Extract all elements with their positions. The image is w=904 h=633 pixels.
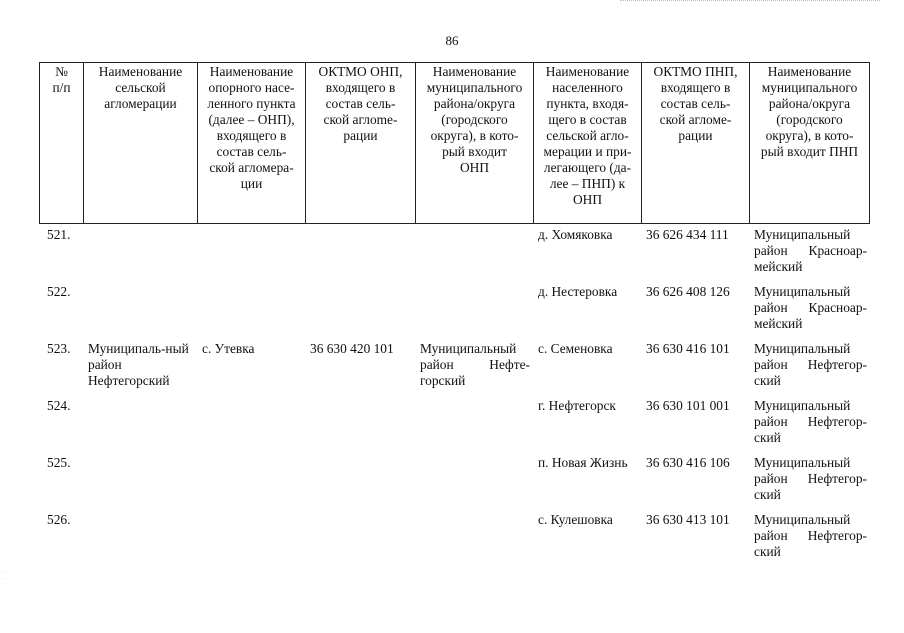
pnp-name-cell: п. Новая Жизнь (538, 455, 628, 470)
row-number: 525. (47, 455, 71, 470)
agglomeration-table (39, 62, 870, 566)
header-onp-oktmo: ОКТМО ОНП, входящего в состав сель- ской аглome- рации (305, 62, 415, 224)
onp-oktmo-cell (305, 395, 415, 452)
onp-oktmo-cell (305, 281, 415, 338)
pnp-oktmo-cell: 36 630 416 101 (646, 341, 730, 356)
onp-name-cell (197, 452, 305, 509)
agglomeration-cell (83, 509, 197, 566)
pnp-oktmo-cell: 36 626 434 111 (646, 227, 729, 242)
row-number: 522. (47, 284, 71, 299)
onp-oktmo-cell (305, 224, 415, 281)
pnp-district-cell: Муниципальный район Нефтегор-ский (754, 398, 867, 445)
pnp-district-cell: Муниципальный район Нефтегор-ский (754, 455, 867, 502)
header-onp-district: Наименование муниципального района/округа (городского округа), в кото- рый входит ОНП (415, 62, 533, 224)
onp-name-cell (197, 281, 305, 338)
row-number: 521. (47, 227, 71, 242)
onp-oktmo-cell (305, 509, 415, 566)
onp-district-cell (415, 395, 533, 452)
pnp-oktmo-cell: 36 630 101 001 (646, 398, 730, 413)
agglomeration-cell (83, 281, 197, 338)
agglomeration-cell (83, 452, 197, 509)
pnp-name-cell: д. Нестеровка (538, 284, 618, 299)
pnp-name-cell: с. Семеновка (538, 341, 613, 356)
pnp-oktmo-cell: 36 626 408 126 (646, 284, 730, 299)
pnp-district-cell: Муниципальный район Нефтегор-ский (754, 341, 867, 388)
onp-district-cell (415, 452, 533, 509)
pnp-name-cell: с. Кулешовка (538, 512, 613, 527)
onp-name-cell (197, 509, 305, 566)
agglomeration-cell (83, 224, 197, 281)
agglomeration-cell (83, 395, 197, 452)
onp-name-cell (197, 224, 305, 281)
pnp-name-cell: г. Нефтегорск (538, 398, 616, 413)
row-number: 526. (47, 512, 71, 527)
onp-district-cell: Муниципальный район Нефте-горский (420, 341, 530, 388)
header-onp-name: Наименование опорного насе- ленного пункта (далее – ОНП), входящего в состав сель- ской агломера- ции (197, 62, 305, 224)
onp-district-cell (415, 224, 533, 281)
pnp-district-cell: Муниципальный район Красноар-мейский (754, 227, 867, 274)
header-pnp-oktmo: ОКТМО ПНП, входящего в состав сель- ской агломе- рации (641, 62, 749, 224)
pnp-name-cell: д. Хомяковка (538, 227, 613, 242)
pnp-oktmo-cell: 36 630 413 101 (646, 512, 730, 527)
page-number: 86 (445, 33, 459, 48)
agglomeration-cell: Муниципаль-ный район Нефтегорский (88, 341, 189, 388)
header-pnp-name: Наименование населенного пункта, входя- щего в состав сельской агло- мерации и при- легающего (да- лее – ПНП) к ОНП (533, 62, 641, 224)
header-pnp-district: Наименование муниципального района/округа (городского округа), в кото- рый входит ПНП (749, 62, 870, 224)
onp-oktmo-cell: 36 630 420 101 (310, 341, 394, 356)
row-number: 524. (47, 398, 71, 413)
onp-name-cell (197, 395, 305, 452)
scan-edge-line (620, 0, 880, 2)
header-number: № п/п (39, 62, 83, 224)
pnp-oktmo-cell: 36 630 416 106 (646, 455, 730, 470)
row-number: 523. (47, 341, 71, 356)
onp-name-cell: с. Утевка (202, 341, 255, 356)
header-agglomeration: Наименование сельской агломерации (83, 62, 197, 224)
onp-district-cell (415, 509, 533, 566)
onp-oktmo-cell (305, 452, 415, 509)
scan-margin-marks: · · · · · (2, 570, 8, 588)
pnp-district-cell: Муниципальный район Нефтегор-ский (754, 512, 867, 559)
pnp-district-cell: Муниципальный район Красноар-мейский (754, 284, 867, 331)
onp-district-cell (415, 281, 533, 338)
